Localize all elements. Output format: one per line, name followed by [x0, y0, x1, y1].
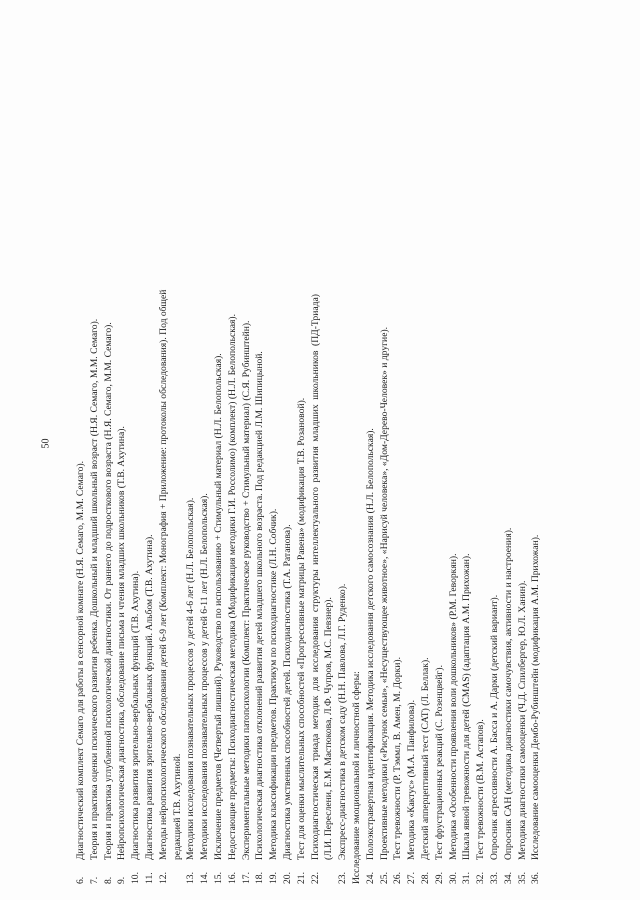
list-item: 7. Теория и практика оценки психического развития ребенка. Дошкольный и младший школьный возраст (Н.Я. Семаго, М.М. Семаго).	[88, 318, 100, 884]
list-item: 36. Исследование самооценки Дембо-Рубинштейн (модификация А.М. Прихожан).	[530, 534, 542, 884]
list-item: 26. Тест тревожности (Р. Тэммл, В. Амен, М. Дорки).	[392, 657, 404, 884]
list-item-continuation: редакцией Т.В. Ахутиной.	[171, 753, 183, 860]
list-item: 19. Методика классификации предметов. Практикум по психодиагностике (Л.Н. Собчик).	[268, 508, 280, 884]
list-item: 33. Опросник агрессивности А. Басса и А. Дарки (детский вариант).	[488, 594, 500, 884]
list-item: 16. Недостающие предметы: Психодиагностическая методика (Модификация методики Г.И. Россолимо) (комплект) (Н.Л. Белопольская).	[226, 313, 238, 884]
list-item: 30. Методика «Особенности проявления воли дошкольников» (Р.М. Геворкян).	[447, 553, 459, 884]
list-item: 13. Методики исследования познавательных процессов у детей 4-6 лет (Н.Л. Белопольская).	[185, 497, 197, 884]
list-item: 22. Психодиагностическая триада методик для исследования структуры интеллектуального развития младших школьников (ПД-Триада)	[309, 294, 321, 884]
list-item: 9. Нейропсихологическая диагностика, обследование письма и чтения младших школьников (Т.В. Ахутина).	[116, 426, 128, 884]
page-number: 50	[40, 438, 52, 449]
methods-list	[74, 54, 543, 884]
list-item: 15. Исключение предметов (Четвертый лишний). Руководство по использованию + Стимульный материал (Н.Л. Белопольская).	[212, 353, 224, 884]
list-item: 28. Детский апперцептивный тест (CAT) (Л. Беллак).	[419, 657, 431, 884]
list-item: 17. Экспериментальные методики патопсихологии (Комплект: Практическое руководство + Стимульный материал) (С.Я. Рубинштейн).	[240, 320, 252, 884]
list-item: 18. Психологическая диагностика отклонений развития детей младшего школьного возраста. Под редакцией Л.М. Шипицыной.	[254, 351, 266, 884]
list-item: 8. Теория и практика углубленной психологической диагностики. От раннего до подросткового возраста (Н.Я. Семаго, М.М. Семаго).	[102, 322, 114, 884]
list-item: 10. Диагностика развития зрительно-вербальных функций (Т.В. Ахутина).	[130, 570, 142, 884]
list-item: 23. Экспресс-диагностика в детском саду (Н.Н. Павлова, Л.Г. Руденко).	[337, 583, 349, 884]
list-item: 31. Шкала явной тревожности для детей (CMAS) (адаптация А.М. Прихожан).	[461, 553, 473, 884]
list-item: 32. Тест тревожности (В.М. Астапов).	[475, 719, 487, 884]
list-item: 27. Методика «Кактус» (М.А. Панфилова).	[406, 700, 418, 884]
list-item: 21. Тест для оценки мыслительных способностей «Прогрессивные матрицы Равена» (модификация Т.В. Розановой).	[295, 397, 307, 884]
section-heading: Исследование эмоциональной и личностной сферы:	[350, 671, 362, 884]
list-item: 24. Полоэкстравертная идентификация. Методика исследования детского самосознания (Н.Л. Белопольская).	[364, 428, 376, 884]
list-item: 29. Тест фрустрационных реакций (С. Розенцвейг).	[433, 664, 445, 884]
list-item: 20. Диагностика умственных способностей детей. Психодиагностика (Т.А. Ратанова).	[281, 524, 293, 884]
list-item: 14. Методики исследования познавательных процессов у детей 6-11 лет (Н.Л. Белопольская).	[199, 493, 211, 884]
list-item: 12. Методы нейропсихологического обследования детей 6-9 лет (Комплект: Монография + Приложение: протоколы обследования). Под общей	[157, 289, 169, 884]
list-item: 25. Проективные методики («Рисунок семьи», «Несуществующее животное», «Нарисуй человека», «Дом-Дерево-Человек» и другие).	[378, 326, 390, 884]
list-item-continuation: (Л.И. Переслени, Е.М. Мастюкова, Л.Ф. Чупров, М.С. Певзнер).	[323, 597, 335, 860]
list-item: 35. Методика диагностики самооценки (Ч.Д. Спилбергер, Ю.Л. Ханин).	[516, 580, 528, 884]
list-item: 6. Диагностический комплект Семаго для работы в сенсорной комнате (Н.Я. Семаго, М.М. Семаго).	[75, 460, 86, 884]
list-item: 34. Опросник САН (методика диагностики самочувствия, активности и настроения).	[502, 527, 514, 884]
list-item: 11. Диагностика развития зрительно-вербальных функций. Альбом (Т.В. Ахутина).	[143, 534, 155, 884]
